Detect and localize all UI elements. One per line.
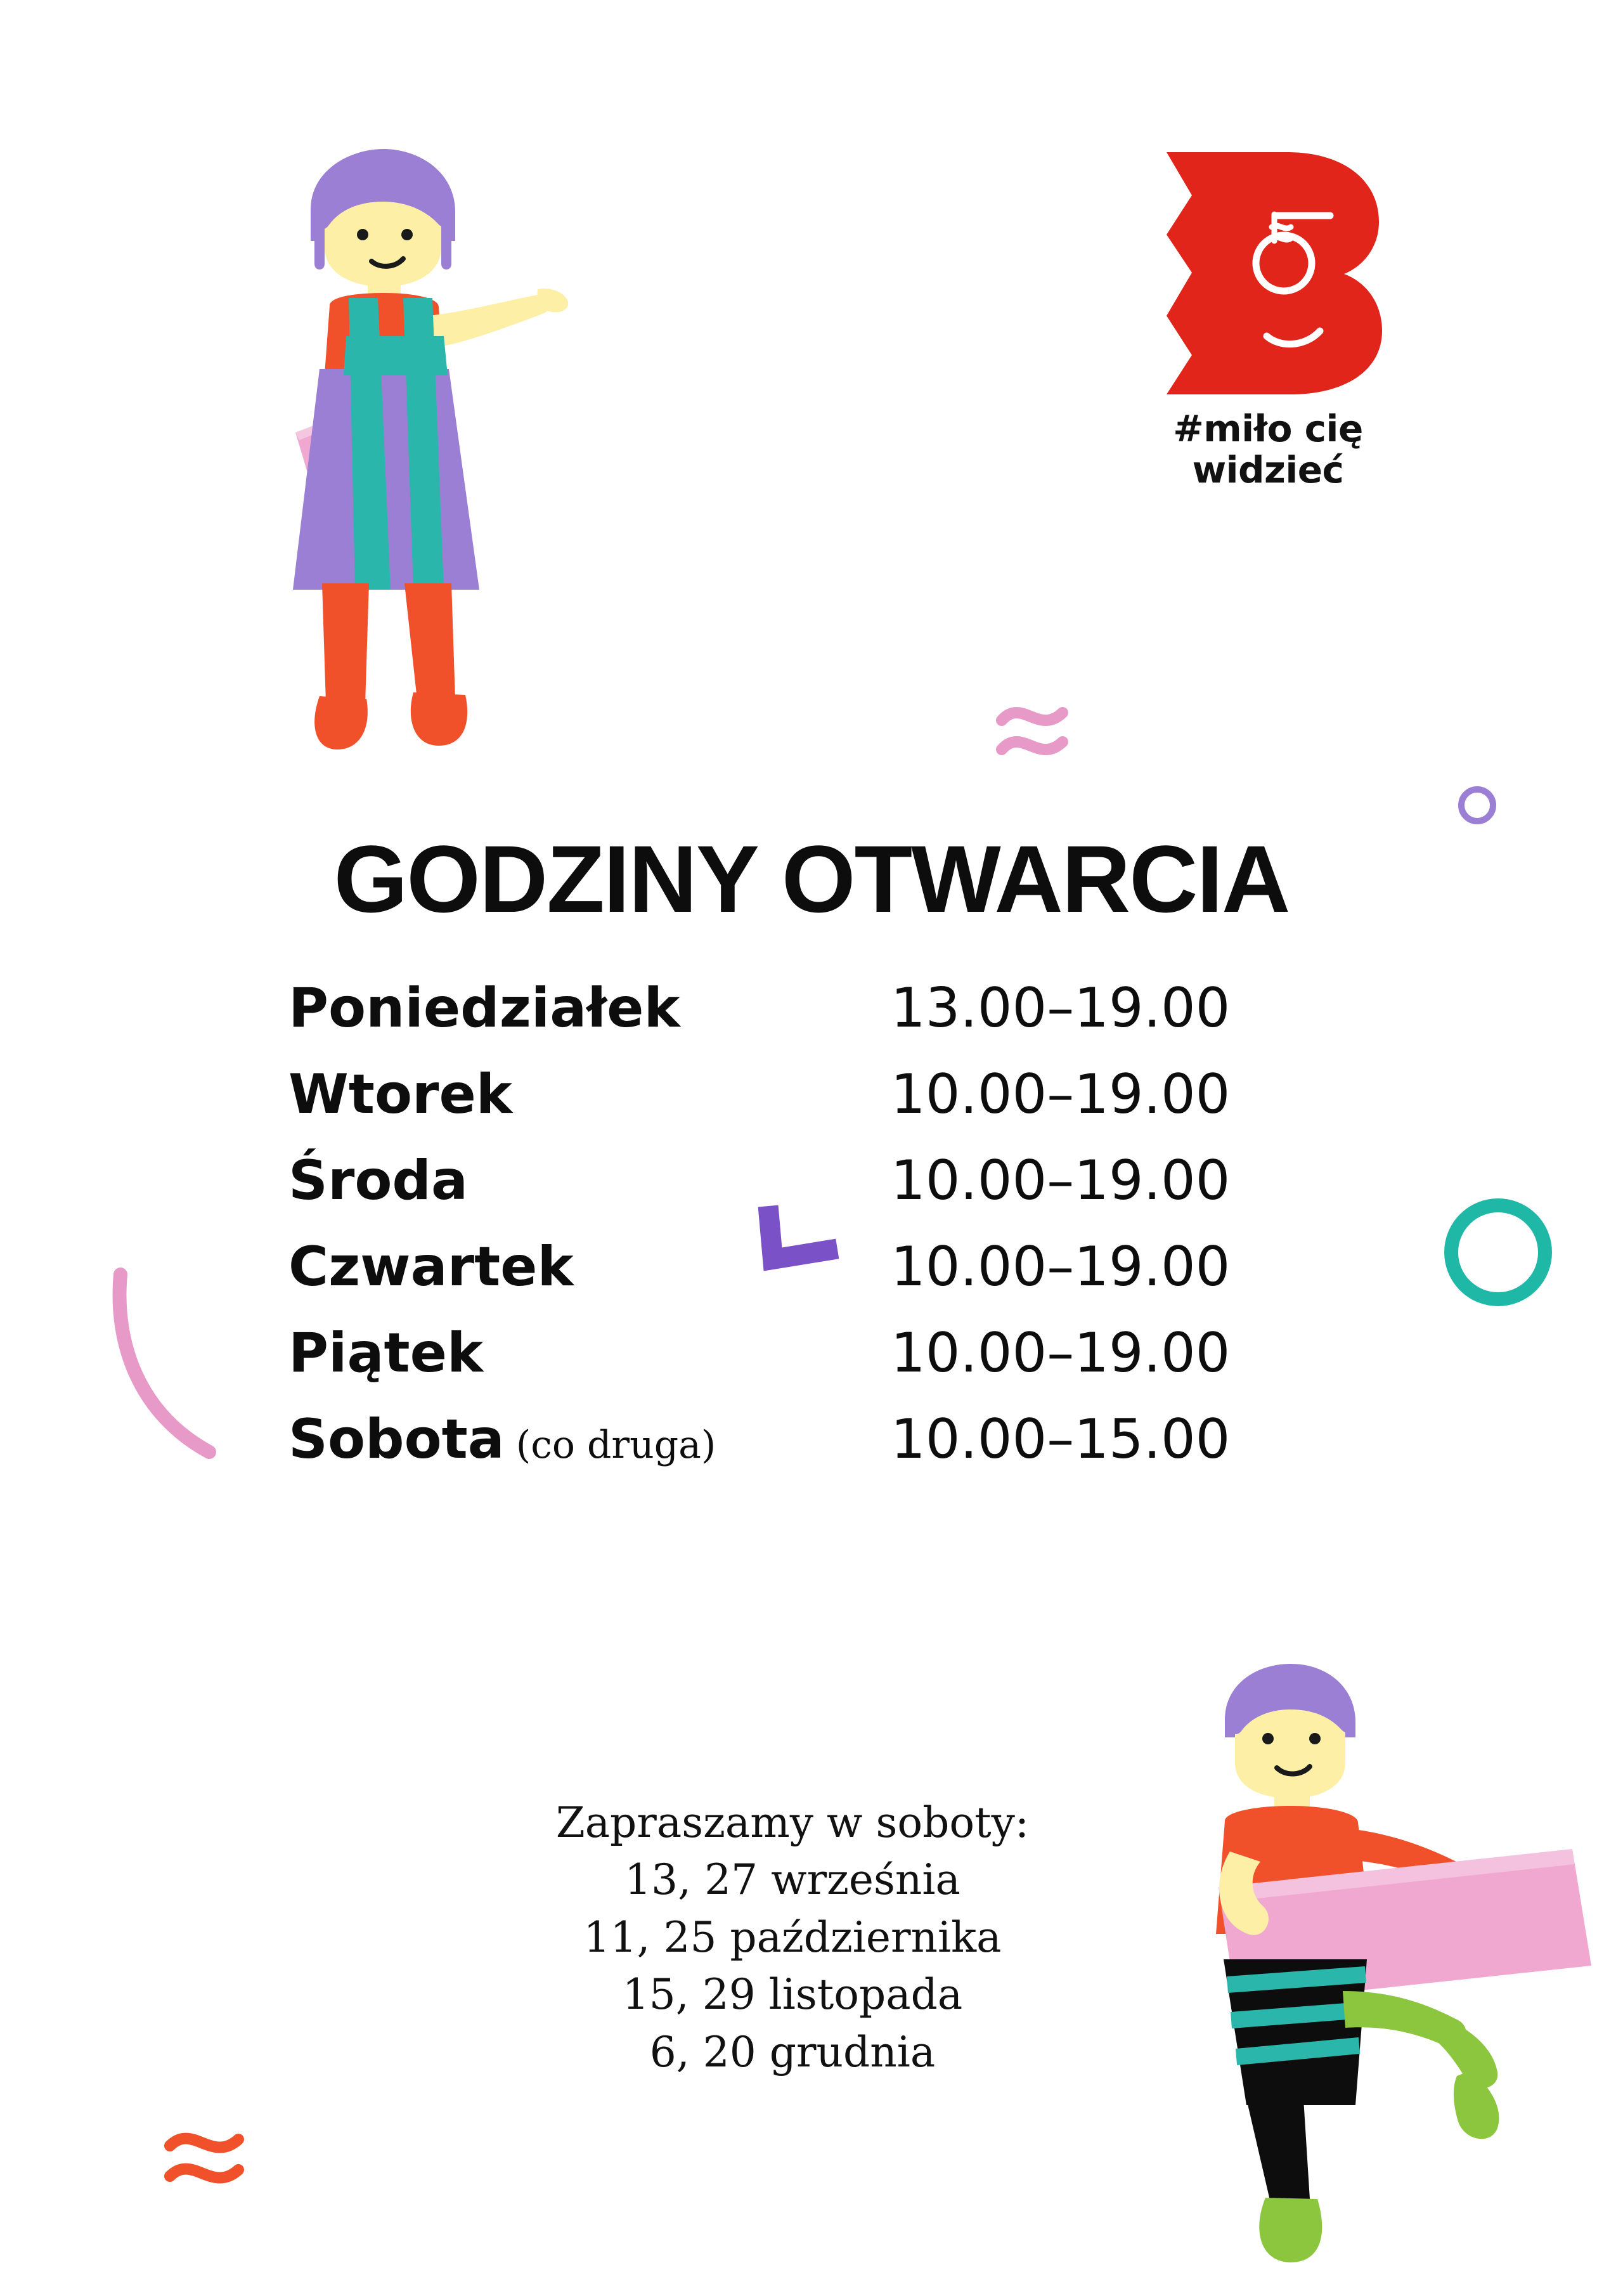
hours-time-value: 10.00–19.00: [891, 1063, 1231, 1126]
hours-time-value: 13.00–19.00: [891, 976, 1231, 1040]
hours-day-label: [288, 1321, 891, 1385]
opening-hours-table: [288, 976, 1366, 1494]
hours-time-value: 10.00–15.00: [891, 1408, 1231, 1471]
brand-tagline: [1135, 408, 1401, 491]
hours-day-label: [288, 976, 891, 1040]
pink-squiggle-decoration: [989, 691, 1078, 774]
hours-day-label: [288, 1408, 891, 1471]
saturdays-line: 11, 25 października: [583, 1912, 1002, 1962]
orange-squiggle-decoration: [158, 2118, 254, 2200]
running-boy-with-book-illustration: [1186, 1661, 1623, 2295]
table-row: [288, 1235, 1366, 1321]
table-row: [288, 1063, 1366, 1149]
saturdays-line: 13, 27 września: [624, 1855, 960, 1905]
pink-arc-decoration: [101, 1262, 241, 1471]
hours-day-name: Środa: [288, 1149, 469, 1212]
brand-tagline-line1: #miło cię: [1173, 407, 1363, 450]
hours-day-note: (co druga): [515, 1423, 716, 1467]
saturdays-line: 6, 20 grudnia: [649, 2027, 936, 2077]
saturdays-title: Zapraszamy w soboty:: [555, 1798, 1030, 1847]
table-row: [288, 1408, 1366, 1494]
saturdays-line: 15, 29 listopada: [622, 1970, 963, 2020]
hours-day-name: Wtorek: [288, 1063, 512, 1126]
brand-logo-block: [1135, 146, 1401, 491]
hours-day-name: Czwartek: [288, 1235, 574, 1299]
hours-time-value: 10.00–19.00: [891, 1235, 1231, 1299]
table-row: [288, 976, 1366, 1063]
brand-tagline-line2: widzieć: [1192, 448, 1344, 491]
table-row: [288, 1321, 1366, 1408]
saturdays-note: [380, 1794, 1205, 2081]
table-row: [288, 1149, 1366, 1235]
letter-b-logo-icon: [1154, 146, 1382, 399]
teal-ring-decoration: [1444, 1198, 1552, 1306]
purple-ring-decoration: [1458, 786, 1496, 824]
hours-day-name: Piątek: [288, 1321, 484, 1385]
hours-day-name: Poniedziałek: [288, 976, 680, 1040]
hours-day-name: Sobota: [288, 1408, 505, 1471]
hours-time-value: 10.00–19.00: [891, 1321, 1231, 1385]
hours-day-label: [288, 1235, 891, 1299]
hours-time-value: 10.00–19.00: [891, 1149, 1231, 1212]
walking-girl-with-book-illustration: [254, 146, 659, 818]
hours-day-label: [288, 1063, 891, 1126]
page-title: GODZINY OTWARCIA: [333, 826, 1290, 932]
hours-day-label: [288, 1149, 891, 1212]
